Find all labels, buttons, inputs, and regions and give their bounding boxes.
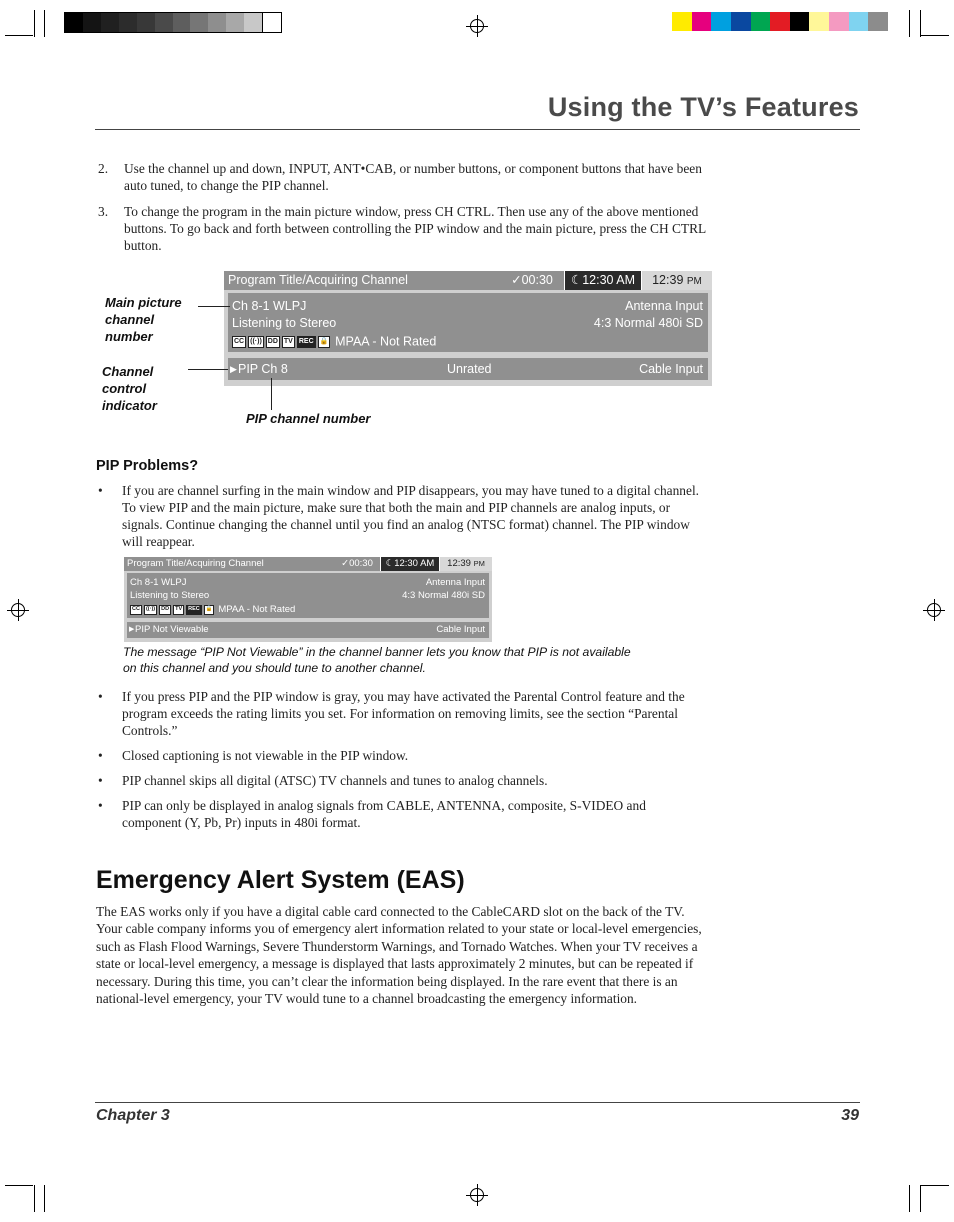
pip-arrow-icon: ▶ [230, 364, 237, 374]
steps-list [96, 160, 706, 263]
color-swatch [868, 12, 888, 31]
registration-mark-icon [11, 603, 25, 617]
bullet-text: If you are channel surfing in the main window and PIP disappears, you may have tuned to a digital channel. To view PIP and the main picture, make sure that both the main and PIP channels are analog inputs, or signals. Continue changing the channel until you find an analog (NTSC format) channel. The PIP window will reappear. [122, 483, 700, 549]
step-text: To change the program in the main picture window, press CH CTRL. Then use any of the above mentioned buttons. To go back and forth between controlling the PIP window and the main picture, press the CH CTRL button. [124, 204, 706, 253]
callout-pip-channel: PIP channel number [246, 411, 371, 426]
check-icon: ✓ [341, 558, 350, 569]
step-number: 2. [98, 161, 109, 176]
list-item [96, 160, 706, 194]
callout-channel-control: Channel control indicator [102, 364, 157, 413]
chapter-label: Chapter 3 [96, 1107, 170, 1124]
registration-mark-icon [470, 1188, 484, 1202]
bullet-text: PIP channel skips all digital (ATSC) TV channels and tunes to analog channels. [122, 773, 548, 788]
pip-input: Cable Input [639, 362, 703, 376]
bullet-list [96, 688, 706, 831]
footer-rule [95, 1102, 860, 1103]
color-swatch [711, 12, 731, 31]
bullet-icon: • [98, 773, 103, 788]
channel-number: Ch 8-1 WLPJ [130, 577, 187, 588]
page-number: 39 [841, 1107, 859, 1124]
sap-icon: ((·)) [248, 336, 264, 348]
color-swatch [190, 13, 208, 32]
duration-box [334, 557, 380, 571]
banner-info-panel [127, 573, 489, 618]
color-swatch [65, 13, 83, 32]
tv-icon: TV [173, 605, 184, 615]
bullet-text: PIP can only be displayed in analog signals from CABLE, ANTENNA, composite, S-VIDEO and component (Y, Pb, Pr) inputs in 480i format. [122, 798, 646, 830]
pip-channel: PIP Ch 8 [238, 362, 288, 376]
pip-channel: PIP Not Viewable [135, 624, 209, 635]
callout-line [198, 306, 230, 307]
crop-mark [920, 10, 921, 37]
color-swatch [226, 13, 244, 32]
pip-bar [127, 622, 489, 638]
color-swatch [692, 12, 712, 31]
body-paragraph: The EAS works only if you have a digital cable card connected to the CableCARD slot on the back of the TV. Your cable company informs you of emergency alert information related to your state or local-level emergencies, such as Flash Flood Warnings, Severe Thunderstorm Warnings, and Tornado Watches. When your TV receives a state or local-level emergency, a message is displayed that lasts approximately 2 minutes, but can be repeated if necessary. During this time, you can’t clear the information being displayed. In the rare event that there is an national-level emergency, your TV would tune to a channel broadcasting the emergency information. [96, 904, 702, 1007]
crop-mark [921, 1185, 949, 1186]
registration-mark-icon [470, 19, 484, 33]
clock-box [642, 271, 712, 290]
color-swatch [809, 12, 829, 31]
rating: MPAA - Not Rated [218, 604, 296, 615]
color-swatch [790, 12, 810, 31]
color-swatch [83, 13, 101, 32]
channel-banner-large [224, 271, 712, 386]
color-swatch [829, 12, 849, 31]
color-swatch [208, 13, 226, 32]
channel-banner-small [124, 557, 492, 642]
lock-icon: 🔒 [204, 605, 214, 615]
pip-rating: Unrated [447, 362, 492, 376]
moon-icon: ☾ [385, 558, 395, 569]
tv-icon: TV [282, 336, 295, 348]
program-title: Program Title/Acquiring Channel [127, 558, 264, 569]
crop-mark [921, 35, 949, 36]
list-item [96, 747, 706, 764]
sap-icon: ((·)) [144, 605, 157, 615]
pip-bar [228, 358, 708, 380]
rec-icon: REC [186, 605, 202, 615]
color-bar-left [64, 12, 282, 33]
bullet-icon: • [98, 748, 103, 763]
duration: 00:30 [521, 273, 553, 287]
color-swatch [173, 13, 191, 32]
dolby-icon: DD [266, 336, 280, 348]
callout-line [271, 378, 272, 410]
clock: 12:39 [652, 273, 684, 287]
rec-icon: REC [297, 336, 316, 348]
banner-title-bar [124, 557, 334, 571]
audio-status: Listening to Stereo [130, 590, 210, 601]
registration-mark-icon [927, 603, 941, 617]
input-name: Antenna Input [425, 577, 485, 588]
color-swatch [262, 13, 281, 32]
color-swatch [849, 12, 869, 31]
lock-icon: 🔒 [318, 336, 330, 348]
color-swatch [751, 12, 771, 31]
clock-ampm: PM [686, 276, 702, 287]
crop-mark [5, 1185, 33, 1186]
crop-mark [34, 10, 35, 37]
section-title: Emergency Alert System (EAS) [96, 866, 465, 894]
duration-box [500, 271, 564, 290]
crop-mark [44, 1185, 45, 1212]
program-title: Program Title/Acquiring Channel [228, 273, 408, 287]
step-number: 3. [98, 204, 109, 219]
input-name: Antenna Input [625, 299, 703, 313]
color-swatch [119, 13, 137, 32]
callout-line [188, 369, 228, 370]
pip-input: Cable Input [436, 624, 485, 635]
icon-row [130, 604, 295, 615]
bullet-icon: • [98, 483, 103, 498]
channel-number: Ch 8-1 WLPJ [232, 299, 307, 313]
color-swatch [672, 12, 692, 31]
pip-arrow-icon: ▶ [129, 626, 135, 633]
color-swatch [155, 13, 173, 32]
list-item [96, 797, 706, 831]
cc-icon: CC [130, 605, 142, 615]
callout-main-channel: Main picture channel number [105, 295, 182, 344]
color-swatch [101, 13, 119, 32]
audio-status: Listening to Stereo [232, 316, 337, 330]
color-swatch [244, 13, 262, 32]
bullet-list [96, 482, 706, 550]
color-bar-right [672, 12, 888, 31]
page-header-title: Using the TV’s Features [547, 92, 859, 122]
clock-box [440, 557, 492, 571]
check-icon: ✓ [511, 273, 522, 287]
clock-ampm: PM [473, 559, 485, 568]
crop-mark [34, 1185, 35, 1212]
crop-mark [909, 1185, 910, 1212]
color-swatch [137, 13, 155, 32]
banner-title-bar [224, 271, 500, 290]
icon-row [232, 334, 436, 349]
step-text: Use the channel up and down, INPUT, ANT•CAB, or number buttons, or component buttons that have been auto tuned, to change the PIP channel. [124, 161, 702, 193]
color-swatch [770, 12, 790, 31]
video-format: 4:3 Normal 480i SD [593, 316, 703, 330]
list-item [96, 688, 706, 739]
bullet-text: If you press PIP and the PIP window is gray, you may have activated the Parental Control feature and the program exceeds the rating limits you set. For information on removing limits, see the section “Parental Controls.” [122, 689, 685, 738]
crop-mark [909, 10, 910, 37]
crop-mark [920, 1185, 921, 1212]
clock: 12:39 [447, 558, 471, 569]
duration: 00:30 [349, 558, 373, 569]
video-format: 4:3 Normal 480i SD [402, 590, 485, 601]
bullet-icon: • [98, 689, 103, 704]
start-time-box [381, 557, 439, 571]
crop-mark [44, 10, 45, 37]
figure-caption: The message “PIP Not Viewable” in the channel banner lets you know that PIP is not available on this channel and you should tune to another channel. [123, 645, 631, 675]
color-swatch [731, 12, 751, 31]
start-time-box [565, 271, 641, 290]
moon-icon: ☾ [570, 273, 583, 287]
bullet-text: Closed captioning is not viewable in the PIP window. [122, 748, 409, 763]
bullet-icon: • [98, 798, 103, 813]
rating: MPAA - Not Rated [335, 334, 437, 349]
crop-mark [5, 35, 33, 36]
start-time: 12:30 AM [394, 558, 435, 569]
start-time: 12:30 AM [582, 273, 636, 287]
list-item [96, 772, 706, 789]
section-heading: PIP Problems? [96, 458, 199, 474]
list-item [96, 482, 706, 550]
banner-info-panel [228, 293, 708, 352]
list-item [96, 203, 706, 254]
header-rule [95, 129, 860, 130]
dolby-icon: DD [159, 605, 171, 615]
cc-icon: CC [232, 336, 246, 348]
